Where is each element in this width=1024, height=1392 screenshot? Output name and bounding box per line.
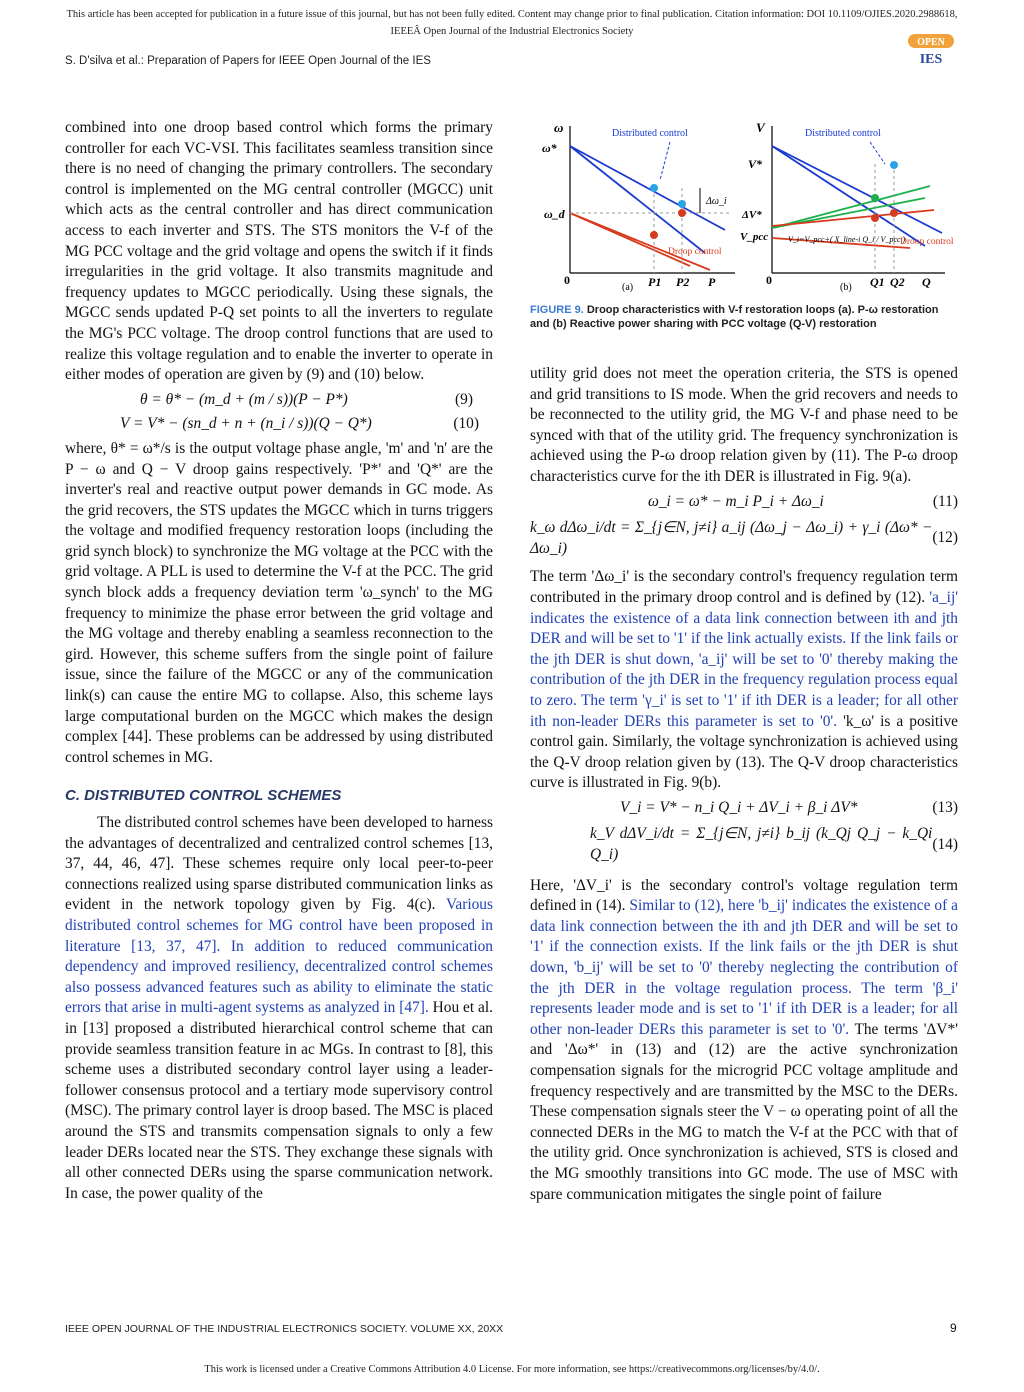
svg-text:P2: P2 <box>676 275 690 289</box>
svg-text:V: V <box>756 120 765 135</box>
banner-line-1: This article has been accepted for publication in a future issue of this journal, but has not been fully edited. Content may change prior to final publication. Citation information: DOI 10.1109/OJIES.2020.2988618, <box>66 9 958 20</box>
svg-text:IES: IES <box>919 52 943 66</box>
equation-14: k_V dΔV_i/dt = Σ_{j∈N, j≠i} b_ij (k_Qj Q_j − k_Qi Q_i) (14) <box>590 825 958 864</box>
equation-10: V = V* − (sn_d + n + (n_i / s))(Q − Q*) (10) <box>120 415 479 433</box>
open-ies-logo <box>906 32 956 66</box>
paragraph: combined into one droop based control which forms the primary controller for each VC-VSI. This facilitates seamless transition since there is no need of changing the primary controllers. The secondary control is implemented on the MG central controller (MGCC) unit which acts as the central controller and has direct communication access to each inverter and STS. The STS monitors the V-f of the MG PCC voltage and the grid voltage and opens the switch if it finds irregularities in the grid voltage. It also transmits magnitude and frequency updates to MGCC periodically. Using these signals, the MGCC sends updated P-Q set points to all the inverters to regulate the MG's PCC voltage. The droop control functions that are used to realize this voltage regulation and to enable the inverter to operate in either modes of operation are given by (9) and (10) below. <box>65 119 493 384</box>
svg-text:OPEN: OPEN <box>917 37 945 48</box>
svg-text:Distributed control: Distributed control <box>805 128 881 139</box>
panel-a <box>542 120 735 293</box>
page-number: 9 <box>950 1321 957 1335</box>
paragraph: Here, 'ΔV_i' is the secondary control's voltage regulation term defined in (14). Similar to (12), here 'b_ij' indicates the existence of a data link connection between the ith and jth DER and will be set to '1' if the connection exists. If the link fails or the jth DER is shut down, 'b_ij' will be set to '0' thereby neglecting the contribution of the jth DER in the voltage regulation process. The term 'β_i' represents leader mode and is set to '1' if ith DER is a leader; for all other non-leader DERs this parameter is set to '0'. The terms 'ΔV*' and 'Δω*' in (13) and (12) are the active synchronization compensation signals for the microgrid PCC voltage amplitude and frequency respectively and are transmitted by the MSC to the DERs. These compensation signals steer the V − ω operating point of all the connected DERs in the MG to match the V-f at the PCC with that of the utility grid. Once synchronization is achieved, STS is closed and the MG smoothly transitions into GC mode. The use of MSC with spare communication mitigates the single point of failure <box>530 876 959 1203</box>
svg-text:ω*: ω* <box>542 141 557 155</box>
revised-text: Various distributed control schemes for MG control have been proposed in literature [13, 37, 47]. In addition to reduced communication dependency and improved resiliency, decentralized control schemes also possess advanced features such as ability to eliminate the static errors that arise in multi-agent systems as analyzed in [47]. <box>65 896 493 1017</box>
svg-text:0: 0 <box>766 273 772 287</box>
equation-12: k_ω dΔω_i/dt = Σ_{j∈N, j≠i} a_ij (Δω_j − Δω_i) + γ_i (Δω* − Δω_i) (12) <box>530 519 958 557</box>
paragraph: utility grid does not meet the operation criteria, the STS is opened and grid transitions to IS mode. When the grid recovers and needs to be reconnected to the utility grid, the MG V-f and phase need to be synced with that of the utility grid. The frequency synchronization is achieved using the P-ω droop relation given by (11). The P-ω droop characteristics curve for the ith DER is illustrated in Fig. 9(a). <box>530 365 958 485</box>
svg-text:V_i=V_pcc+( X_line-i Q_i / V_p: V_i=V_pcc+( X_line-i Q_i / V_pcc ) <box>788 235 906 244</box>
svg-text:ΔV*: ΔV* <box>742 209 762 221</box>
paragraph: The term 'Δω_i' is the secondary control's frequency regulation term contributed in the primary droop control and is defined by (12). 'a_ij' indicates the existence of a data link connection between ith and jth DER and will be set to '1' if the link actually exists. If the link fails or the jth DER is shut down, 'a_ij' will be set to '0' thereby making the contribution of the jth DER in the frequency regulation process equal to zero. The term 'γ_i' is set to '1' if ith DER is a leader; for all other ith non-leader DERs this parameter is set to '0'. 'k_ω' is a positive control gain. Similarly, the voltage synchronization is achieved using the Q-V droop relation given by (13). The Q-V droop characteristics curve is illustrated in Fig. 9(b). <box>530 568 958 792</box>
right-column <box>530 364 958 1205</box>
section-heading: C. DISTRIBUTED CONTROL SCHEMES <box>65 787 342 805</box>
revised-text: 'a_ij' indicates the existence of a data link connection between ith and jth DER and will be set to '1' if the link actually exists. If the link fails or the jth DER is shut down, 'a_ij' will be set to '0' thereby making the contribution of the jth DER in the frequency regulation process equal to zero. The term 'γ_i' is set to '1' if ith DER is a leader; for all other ith non-leader DERs this parameter is set to '0'. <box>530 588 958 730</box>
equation-9: θ = θ* − (m_d + (m / s))(P − P*) (9) <box>140 390 473 408</box>
droop-label-b: Droop control <box>900 237 954 247</box>
svg-text:Q2: Q2 <box>890 275 905 289</box>
equation-13: V_i = V* − n_i Q_i + ΔV_i + β_i ΔV* (13) <box>620 798 958 816</box>
left-column <box>65 118 493 1204</box>
accepted-article-banner <box>0 6 1024 40</box>
revised-text: Similar to (12), here 'b_ij' indicates the existence of a data link connection between the ith and jth DER and will be set to '1' if the connection exists. If the link fails or the jth DER is shut down, 'b_ij' will be set to '0' thereby neglecting the contribution of the jth DER in the voltage regulation process. The term 'β_i' represents leader mode and is set to '1' if ith DER is a leader; for all other non-leader DERs this parameter is set to '0'. <box>530 897 958 1038</box>
running-head: S. D'silva et al.: Preparation of Papers for IEEE Open Journal of the IES <box>65 55 431 67</box>
caption-text: Droop characteristics with V-f restoration loops (a). P-ω restoration and (b) Reactive power sharing with PCC voltage (Q-V) restoration <box>530 304 939 330</box>
svg-text:ω_d: ω_d <box>544 207 565 221</box>
paragraph: The distributed control schemes have been developed to harness the advantages of decentralized and centralized control schemes [13, 37, 44, 46, 47]. These schemes require only local peer-to-peer connections realized using sparse distributed communication links as evident in the network topology given by Fig. 4(c). Various distributed control schemes for MG control have been proposed in literature [13, 37, 47]. In addition to reduced communication dependency and improved resiliency, decentralized control schemes also possess advanced features such as ability to eliminate the static errors that arise in multi-agent systems as analyzed in [47]. Hou et al. in [13] proposed a distributed hierarchical control scheme that can provide seamless transition feature in ac MGs. In contrast to [8], this scheme uses a distributed secondary control layer using a leader-follower consensus protocol and a tertiary mode supervisory control (MSC). The primary control layer is droop based. The MSC is placed around the STS and transmits compensation signals to only a few leader DERs located near the STS. They exchange these signals with all other connected DERs using the sparse communication network. In case, the power quality of the <box>65 814 493 1202</box>
figure-label: FIGURE 9. <box>530 304 584 316</box>
svg-text:Q: Q <box>922 275 931 289</box>
figure-9-droop-characteristics <box>530 118 958 298</box>
svg-text:Q1: Q1 <box>870 275 885 289</box>
figure-caption <box>530 303 958 331</box>
svg-text:(b): (b) <box>840 282 852 293</box>
svg-text:V_pcc: V_pcc <box>740 231 769 243</box>
droop-label-a: Droop control <box>668 247 722 257</box>
svg-text:0: 0 <box>564 273 570 287</box>
paragraph: where, θ* = ω*/s is the output voltage phase angle, 'm' and 'n' are the P − ω and Q − V droop gains respectively. 'P*' and 'Q*' are the inverter's real and reactive output power demands in GC mode. As the grid recovers, the STS updates the MGCC which in turns triggers the voltage and modified frequency restoration loops (including the grid synch block) to synchronize the MG voltage at the PCC with the grid voltage. A PLL is used to determine the V-f at the PCC. The grid synch block adds a frequency deviation term 'ω_synch' to the MG frequency to minimize the phase error between the grid voltage and the MG voltage and thereby enabling a seamless reconnection to the gird. However, this scheme suffers from the single point of failure issue, since the failure of the MGCC or any of the communication link(s) can cause the entire MG to collapse. Also, this scheme lays large computational burden on the MGCC which makes the design complex [44]. These problems can be addressed by using distributed control schemes in MG. <box>65 439 493 766</box>
svg-text:Distributed control: Distributed control <box>612 128 688 139</box>
svg-text:Δω_i: Δω_i <box>706 196 727 207</box>
banner-line-2: IEEEÂ Open Journal of the Industrial Electronics Society <box>390 26 634 37</box>
svg-text:V*: V* <box>748 157 763 171</box>
svg-text:P1: P1 <box>648 275 662 289</box>
footer-journal: IEEE OPEN JOURNAL OF THE INDUSTRIAL ELECTRONICS SOCIETY. VOLUME XX, 20XX <box>65 1323 504 1335</box>
panel-b <box>740 120 954 293</box>
equation-11: ω_i = ω* − m_i P_i + Δω_i (11) <box>648 492 958 510</box>
svg-text:ω: ω <box>554 120 564 135</box>
svg-text:(a): (a) <box>622 282 634 293</box>
license-notice: This work is licensed under a Creative Commons Attribution 4.0 License. For more information, see https://creativecommons.org/licenses/by/4.0/. <box>204 1364 820 1375</box>
svg-text:P: P <box>708 275 716 289</box>
